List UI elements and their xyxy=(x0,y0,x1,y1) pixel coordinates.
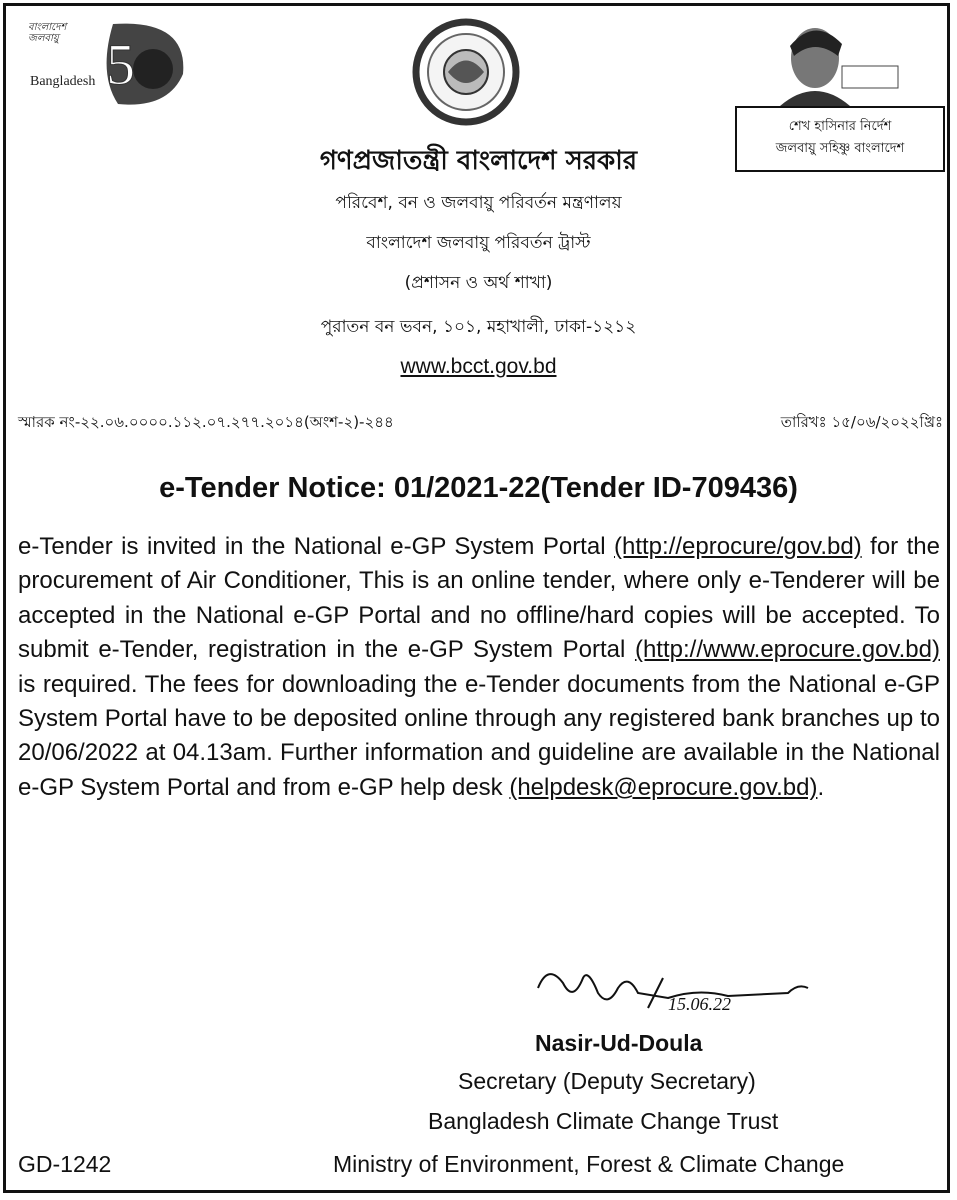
left-logo-text xyxy=(28,22,66,44)
body-text-4: . xyxy=(817,773,825,801)
memo-number: স্মারক নং-২২.০৬.০০০০.১১২.০৭.২৭৭.২০১৪(অংশ-২)-২৪৪ xyxy=(18,413,394,431)
signature-date: 15.06.22 xyxy=(668,994,731,1014)
left-logo-word: Bangladesh xyxy=(30,74,96,89)
handwritten-signature xyxy=(528,958,818,1028)
government-title: গণপ্রজাতন্ত্রী বাংলাদেশ সরকার xyxy=(319,146,638,176)
signer-designation: Secretary (Deputy Secretary) xyxy=(458,1068,756,1094)
signer-ministry: Ministry of Environment, Forest & Climate Change xyxy=(333,1151,845,1177)
signer-organization: Bangladesh Climate Change Trust xyxy=(428,1108,779,1134)
gd-code: GD-1242 xyxy=(18,1151,112,1177)
bangladesh-50-logo xyxy=(18,14,188,109)
signer-name: Nasir-Ud-Doula xyxy=(535,1030,703,1056)
address-line: পুরাতন বন ভবন, ১০১, মহাখালী, ঢাকা-১২১২ xyxy=(320,317,637,337)
trust-line: বাংলাদেশ জলবায়ু পরিবর্তন ট্রাস্ট xyxy=(366,233,591,253)
notice-body xyxy=(18,530,940,805)
slogan-line2: জলবায়ু সহিষ্ণু বাংলাদেশ xyxy=(775,141,905,156)
body-text-2: for the procurement of Air Conditioner, This is an online tender, where only e-Tenderer will be accepted in the National e-GP Portal and no offline/hard copies will be accepted. To submit e-Tender, registration in the e-GP System Portal xyxy=(18,533,940,664)
left-logo-line1: বাংলাদেশ xyxy=(28,22,67,33)
slogan-line1: শেখ হাসিনার নির্দেশ xyxy=(788,119,892,134)
ministry-line: পরিবেশ, বন ও জলবায়ু পরিবর্তন মন্ত্রণালয় xyxy=(335,193,622,213)
website-link[interactable]: www.bcct.gov.bd xyxy=(400,355,557,378)
bcct-emblem-logo xyxy=(408,14,524,130)
wing-line: (প্রশাসন ও অর্থ শাখা) xyxy=(404,273,553,293)
mujib-100-logo xyxy=(780,16,900,106)
body-text-1: e-Tender is invited in the National e-GP System Portal xyxy=(18,533,614,560)
notice-title: e-Tender Notice: 01/2021-22(Tender ID-709436) xyxy=(159,472,798,504)
memo-date: তারিখঃ ১৫/০৬/২০২২খ্রিঃ xyxy=(780,413,943,431)
svg-text:5: 5 xyxy=(106,32,135,97)
eprocure-link-2[interactable]: (http://www.eprocure.gov.bd) xyxy=(634,636,940,664)
eprocure-link-1[interactable]: (http://eprocure/gov.bd) xyxy=(614,533,862,560)
left-logo-line2: জলবায়ু xyxy=(28,33,59,44)
helpdesk-email-link[interactable]: (helpdesk@eprocure.gov.bd) xyxy=(509,773,818,801)
body-text-3: is required. The fees for downloading the e-Tender documents from the National e-GP System Portal have to be deposited online through any registered bank branches up to 20/06/2022 at 04.13am. Further information and guideline are available in the National e-GP System Portal and from e-GP help desk xyxy=(18,670,940,801)
